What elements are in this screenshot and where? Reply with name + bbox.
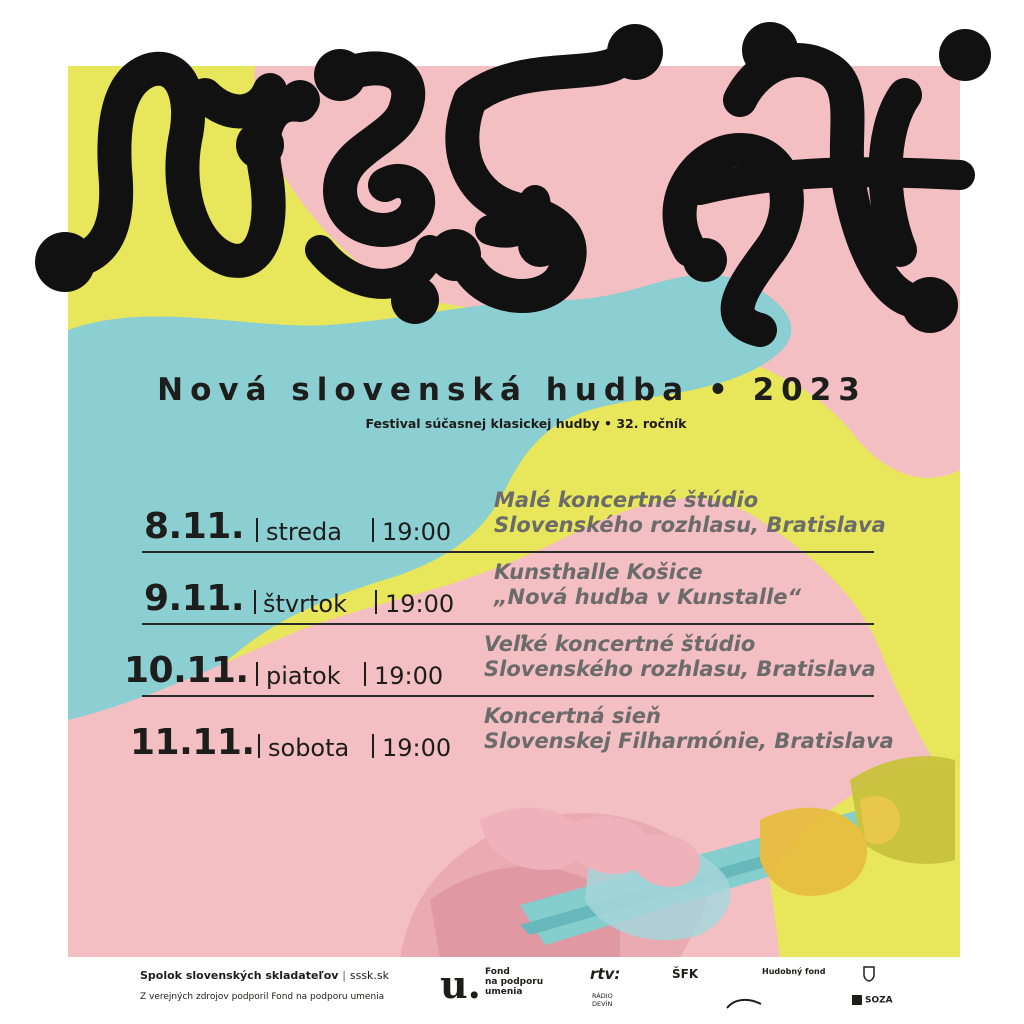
event-divider [142,695,874,697]
event-row [120,704,894,774]
separator-bar [375,590,377,614]
radio-devin-logo [592,992,613,1008]
radio-devin-line-1: RÁDIO [592,992,613,1000]
event-venue [484,632,876,682]
sfk-logo: ŠFK [672,967,699,981]
organizer-line [140,969,389,982]
event-row [120,560,880,630]
event-row [120,632,880,702]
event-time: 19:00 [385,590,455,618]
event-date: 8.11. [144,506,244,547]
venue-line-2: Slovenského rozhlasu, Bratislava [484,657,876,681]
venue-line-2: „Nová hudba v Kunstalle“ [494,585,802,609]
rtv-logo: rtv: [590,965,621,983]
separator-bar [256,518,258,542]
soza-logo [852,995,893,1006]
venue-line-2: Slovenskej Filharmónie, Bratislava [484,729,894,753]
swoosh-icon [725,996,763,1010]
hudobny-fond-logo: Hudobný fond [762,967,826,976]
event-day: štvrtok [263,590,347,618]
event-divider [142,623,874,625]
event-date: 9.11. [144,578,244,619]
event-row [120,488,886,558]
venue-line-2: Slovenského rozhlasu, Bratislava [494,513,886,537]
event-venue [494,560,801,610]
separator-bar [364,662,366,686]
website-link[interactable]: sssk.sk [349,969,390,982]
separator: | [342,969,347,982]
slovak-music-logo [725,995,763,1009]
organizer-name: Spolok slovenských skladateľov [140,969,339,982]
event-time: 19:00 [374,662,444,690]
event-time: 19:00 [382,518,452,546]
venue-line-1: Veľké koncertné štúdio [484,632,756,656]
fpu-text-line-3: umenia [485,987,523,997]
separator-bar [372,518,374,542]
separator-bar [256,662,258,686]
fpu-logo-text [485,967,543,997]
soza-square-icon [852,995,862,1005]
fpu-text-line-2: na podporu [485,977,544,987]
separator-bar [258,734,260,758]
event-day: piatok [266,662,341,690]
event-day: sobota [268,734,350,762]
event-divider [142,551,874,553]
festival-subtitle: Festival súčasnej klasickej hudby • 32. ročník [365,416,687,431]
venue-line-1: Kunsthalle Košice [494,560,703,584]
soza-text: SOZA [865,995,893,1006]
radio-devin-line-2: DEVÍN [592,1000,613,1008]
separator-bar [372,734,374,758]
event-date: 11.11. [130,722,255,763]
festival-title: Nová slovenská hudba • 2023 [157,372,867,408]
separator-bar [254,590,256,614]
support-note: Z verejných zdrojov podporil Fond na podporu umenia [140,992,385,1002]
sponsor-footer [0,957,1024,1024]
event-date: 10.11. [124,650,249,691]
fpu-text-line-1: Fond [485,967,510,977]
event-day: streda [266,518,342,546]
soza-emblem-icon [860,965,878,983]
event-time: 19:00 [382,734,452,762]
event-venue [494,488,886,538]
fpu-logo-mark: u. [440,962,481,1007]
event-venue [484,704,894,754]
venue-line-1: Koncertná sieň [484,704,661,728]
venue-line-1: Malé koncertné štúdio [494,488,759,512]
